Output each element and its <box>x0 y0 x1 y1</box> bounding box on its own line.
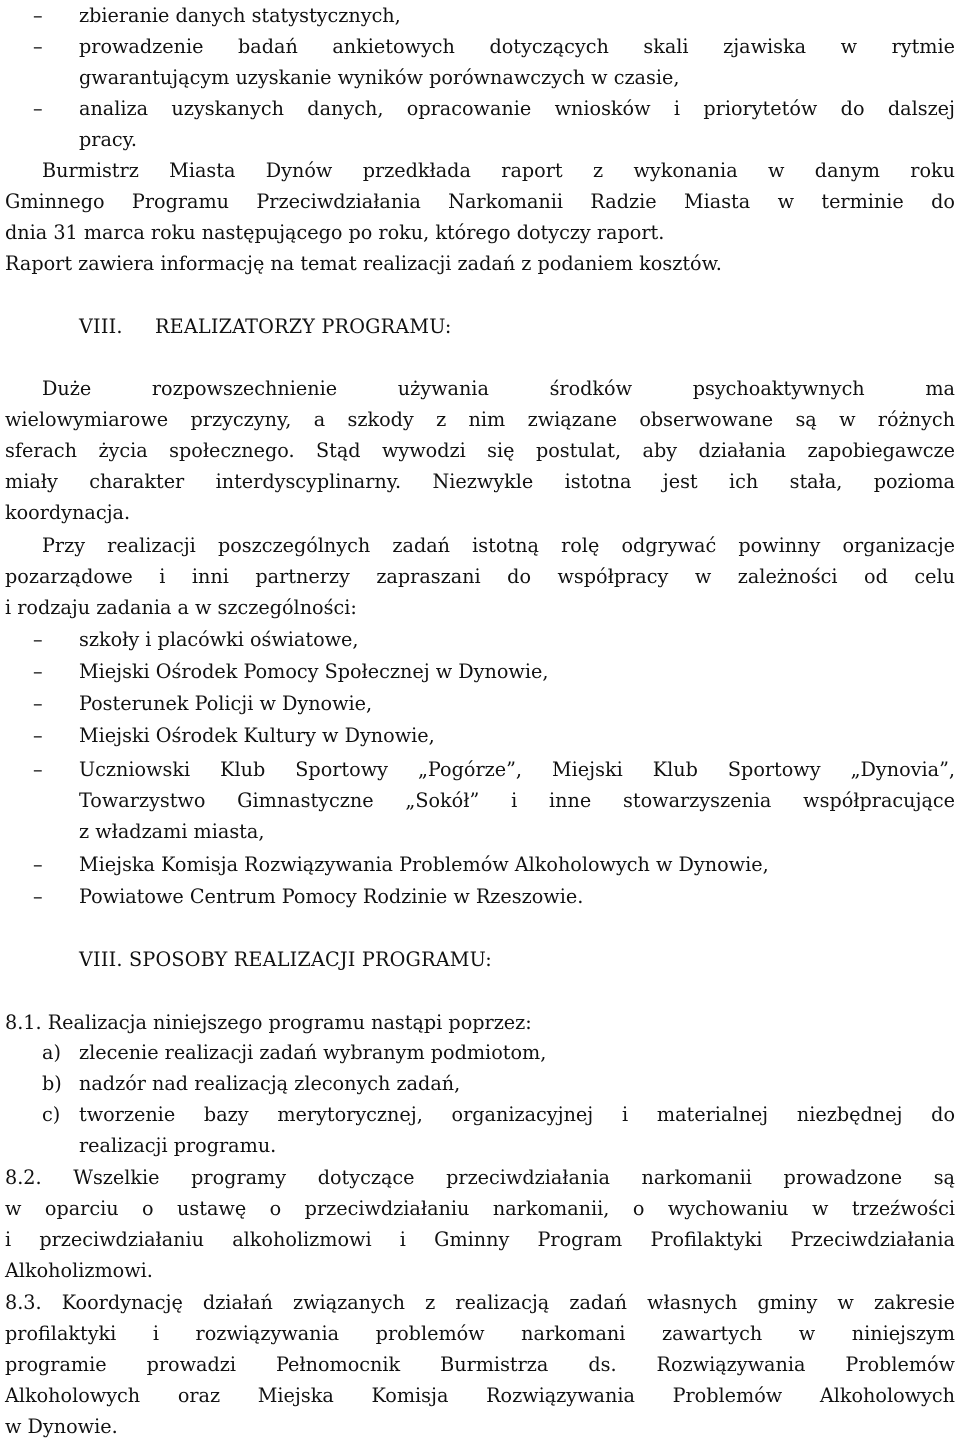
dash-bullet: – <box>33 628 43 651</box>
list-item-continuation: gwarantującym uzyskanie wyników porównawczych w czasie, <box>79 66 680 89</box>
dash-bullet: – <box>33 885 43 908</box>
list-item: a) zlecenie realizacji zadań wybranym podmiotom, <box>42 1041 547 1064</box>
list-item: – zbieranie danych statystycznych, <box>5 0 955 31</box>
list-item: – Uczniowski Klub Sportowy „Pogórze”, Miejski Klub Sportowy „Dynovia”, <box>5 754 955 785</box>
list-item: – szkoły i placówki oświatowe, <box>5 624 955 655</box>
list-item: – Posterunek Policji w Dynowie, <box>5 688 955 719</box>
list-item: b) nadzór nad realizacją zleconych zadań, <box>42 1072 461 1095</box>
dash-bullet: – <box>33 853 43 876</box>
dash-bullet: – <box>33 758 43 781</box>
list-item: – analiza uzyskanych danych, opracowanie wniosków i priorytetów do dalszej <box>5 93 955 124</box>
list-item-continuation: z władzami miasta, <box>79 820 265 843</box>
dash-bullet: – <box>33 692 43 715</box>
dash-bullet: – <box>33 35 43 58</box>
heading-title: VIII. SPOSOBY REALIZACJI PROGRAMU: <box>79 948 492 971</box>
heading-title: REALIZATORZY PROGRAMU: <box>155 315 452 338</box>
list-item: – Miejski Ośrodek Pomocy Społecznej w Dynowie, <box>5 656 955 687</box>
list-item-continuation: Towarzystwo Gimnastyczne „Sokół” i inne stowarzyszenia współpracujące <box>79 789 955 812</box>
list-item-continuation: pracy. <box>79 128 138 151</box>
list-item-continuation: realizacji programu. <box>79 1134 277 1157</box>
list-item: – Miejska Komisja Rozwiązywania Problemów Alkoholowych w Dynowie, <box>5 849 955 880</box>
list-item: c) tworzenie bazy merytorycznej, organizacyjnej i materialnej niezbędnej do <box>42 1103 955 1126</box>
dash-bullet: – <box>33 97 43 120</box>
section-heading <box>5 944 955 975</box>
dash-bullet: – <box>33 4 43 27</box>
list-item: – Miejski Ośrodek Kultury w Dynowie, <box>5 720 955 751</box>
dash-bullet: – <box>33 660 43 683</box>
list-item: – Powiatowe Centrum Pomocy Rodzinie w Rzeszowie. <box>5 881 955 912</box>
section-heading <box>5 311 955 342</box>
dash-bullet: – <box>33 724 43 747</box>
heading-number: VIII. <box>79 315 123 338</box>
list-item: – prowadzenie badań ankietowych dotyczących skali zjawiska w rytmie <box>5 31 955 62</box>
